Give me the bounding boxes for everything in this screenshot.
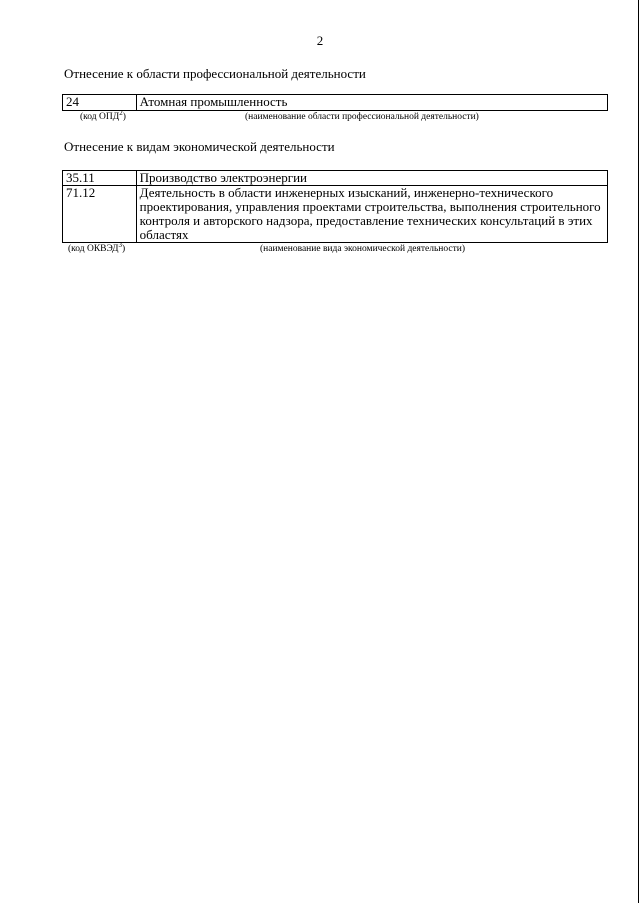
opd-code-cell: 24 xyxy=(63,95,137,111)
opd-code-caption xyxy=(80,108,126,122)
table-row xyxy=(63,186,608,243)
opd-name-caption: (наименование области профессиональной деятельности) xyxy=(245,112,479,122)
footnote-marker: 3 xyxy=(118,240,122,249)
professional-area-table xyxy=(62,94,608,111)
okved-code-caption xyxy=(68,240,126,254)
opd-code-caption-text: (код ОПД xyxy=(80,112,120,122)
table-row xyxy=(63,95,608,111)
okved-name-caption: (наименование вида экономической деятельности) xyxy=(260,244,465,254)
okved-code-cell: 35.11 xyxy=(63,171,137,186)
okved-code-caption-close: ) xyxy=(121,244,126,254)
page-number: 2 xyxy=(316,33,324,48)
footnote-marker: 2 xyxy=(119,108,123,117)
okved-code-caption-text: (код ОКВЭД xyxy=(68,244,119,254)
economic-activity-table xyxy=(62,170,608,243)
okved-name-cell: Деятельность в области инженерных изысканий, инженерно-технического проектирования, управления проектами строительства, выполнения строительного контроля и авторского надзора, предоставление технических консультаций в этих областях xyxy=(136,186,607,243)
opd-code-caption-close: ) xyxy=(122,112,126,122)
okved-code-cell: 71.12 xyxy=(63,186,137,243)
okved-name-cell: Производство электроэнергии xyxy=(136,171,607,186)
opd-name-cell: Атомная промышленность xyxy=(136,95,607,111)
professional-area-heading: Отнесение к области профессиональной деятельности xyxy=(64,66,366,81)
economic-activity-heading: Отнесение к видам экономической деятельности xyxy=(64,139,335,154)
table-row xyxy=(63,171,608,186)
